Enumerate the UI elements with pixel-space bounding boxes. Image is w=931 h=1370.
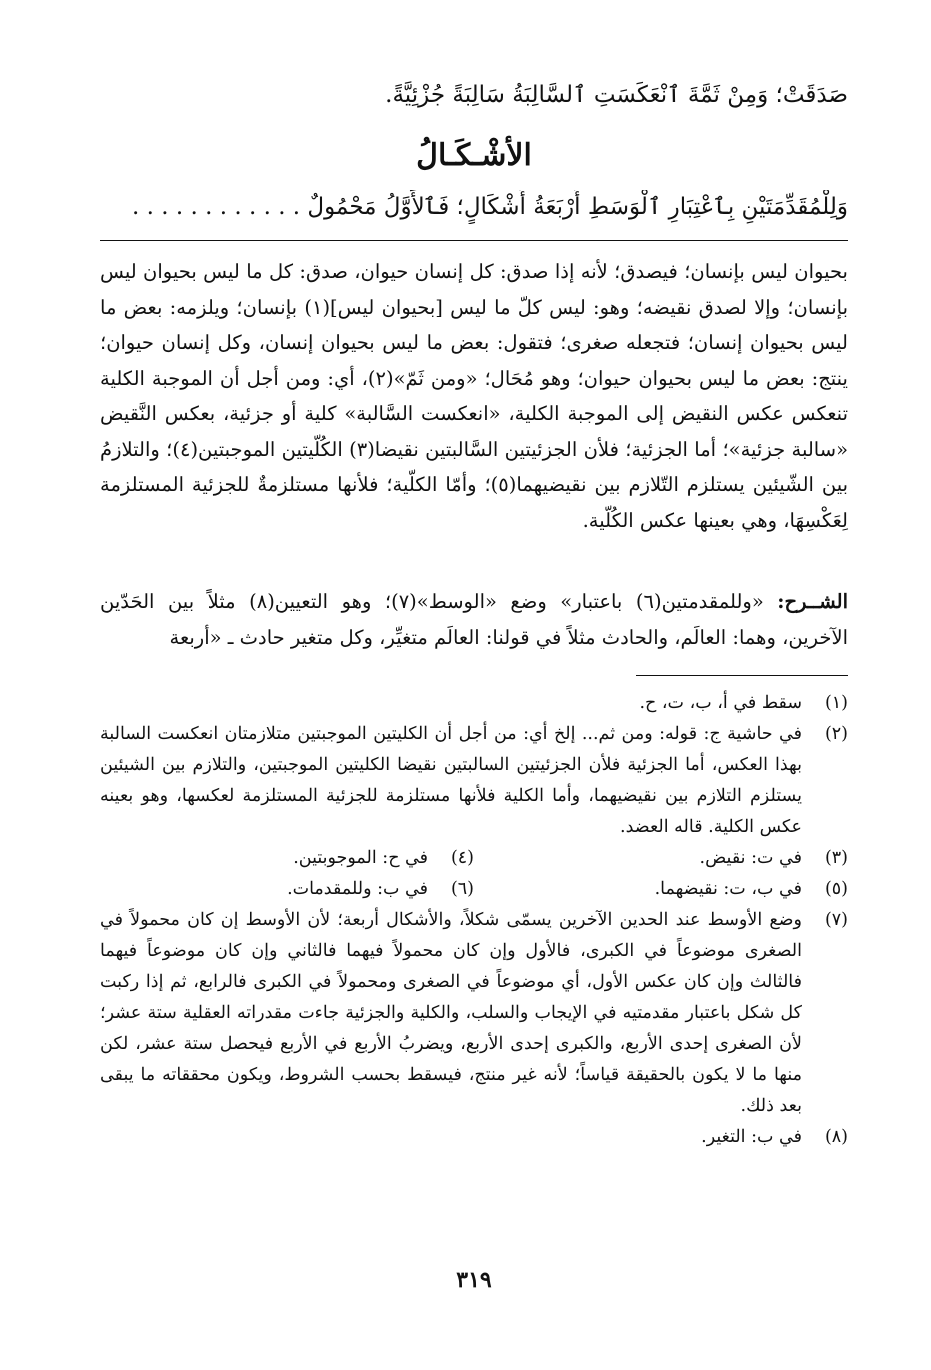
footnote-text: في ت: نقيض. bbox=[699, 848, 802, 868]
footnote-pair-3-4 bbox=[100, 843, 848, 874]
footnote-8 bbox=[100, 1122, 848, 1153]
footnote-number: (٣) bbox=[824, 848, 848, 868]
footnotes bbox=[100, 688, 848, 1153]
sharh-block bbox=[100, 584, 848, 655]
matn-separator-rule bbox=[100, 240, 848, 241]
commentary-paragraph: بحيوان ليس بإنسان؛ فيصدق؛ لأنه إذا صدق: كل إنسان حيوان، صدق: كل ما ليس بحيوان ليس بإنسان؛ وإلا لصدق نقيضه؛ وهو: ليس كلّ ما ليس [بحيوان ليس](١) بإنسان؛ ويلزمه: بعض ما ليس بحيوان إنسان؛ فتجعله صغرى؛ فتقول: بعض ما ليس بحيوان إنسان، وكل إنسان حيوان؛ ينتج: بعض ما ليس بحيوان حيوان؛ وهو مُحَال؛ «ومن ثَمّ»(٢)، أي: ومن أجل أن الموجبة الكلية تنعكس عكس النقيض إلى الموجبة الكلية، «انعكست السَّالبة» كلية أو جزئية، بعكس النَّقيض «سالبة جزئية»؛ أما الجزئية؛ فلأن الجزئيتين السَّالبتين نقيضا(٣) الكُلّيتين الموجبتين(٤)؛ والتلازمُ بين الشّيئين يستلزم التّلازم بين نقيضيهما(٥)؛ وأمّا الكلّية؛ فلأنها مستلزمةٌ للجزئية المستلزمة لِعَكْسِهَا، وهي بعينها عكس الكُلّية. bbox=[100, 260, 849, 532]
footnote-5 bbox=[474, 874, 848, 905]
footnote-text: في ب: التغير. bbox=[701, 1127, 802, 1147]
footnote-2 bbox=[100, 719, 848, 843]
commentary-block bbox=[100, 254, 848, 538]
footnote-number: (٤) bbox=[450, 848, 474, 868]
footnote-text: في ب، ت: نقيضهما. bbox=[654, 879, 802, 899]
footnote-text: سقط في أ، ب، ت، ح. bbox=[639, 693, 802, 713]
page-number: ٣١٩ bbox=[456, 1267, 492, 1293]
sharh-label: الشــرح: bbox=[777, 590, 848, 613]
footnote-pair-5-6 bbox=[100, 874, 848, 905]
section-heading: الأشْـكَـالُ bbox=[416, 138, 532, 173]
footnote-text: في ح: الموجوبتين. bbox=[293, 848, 428, 868]
footnote-number: (٦) bbox=[450, 879, 474, 899]
sharh-paragraph bbox=[100, 584, 848, 655]
footnote-text: في ب: وللمقدمات. bbox=[287, 879, 428, 899]
footnote-text: وضع الأوسط عند الحدين الآخرين يسمّى شكلاً، والأشكال أربعة؛ لأن الأوسط إن كان محمولاً في الصغرى موضوعاً في الكبرى، فالأول وإن كان محمولاً فيهما فالثاني وإن كان موضوعاً فيهما فالثالث وإن كان عكس الأول، أي موضوعاً في الصغرى ومحمولاً في الكبرى فالرابع، ثم إذا ركبت كل شكل باعتبار مقدمتيه في الإيجاب والسلب، والكلية والجزئية جاءت مقدراته العقلية ستة عشر؛ لأن الصغرى إحدى الأربع، والكبرى إحدى الأربع، ويضربُ الأربع في الأربع فيحصل ستة عشر، لكن منها ما لا يكون بالحقيقة قياساً؛ لأنه غير منتج، فيسقط بحسب الشروط، ويكون محققاته ما يبقى بعد ذلك. bbox=[100, 910, 802, 1116]
footnote-separator-rule bbox=[636, 675, 848, 676]
footnote-6 bbox=[100, 874, 474, 905]
footnote-number: (٥) bbox=[824, 879, 848, 899]
matn-line-after-heading: وَلِلْمُقَدِّمَتَيْنِ بِٱعْتِبَارِ ٱلْوَسَطِ أَرْبَعَةُ أَشْكَالٍ؛ فَٱلأَوَّلُ مَحْمُولٌ . . . . . . . . . . . . bbox=[131, 194, 848, 220]
footnote-1 bbox=[100, 688, 848, 719]
footnote-7 bbox=[100, 905, 848, 1122]
footnote-number: (٢) bbox=[824, 724, 848, 744]
footnote-number: (١) bbox=[824, 693, 848, 713]
footnote-number: (٨) bbox=[824, 1127, 848, 1147]
footnote-4 bbox=[100, 843, 474, 874]
footnote-text: في حاشية ج: قوله: ومن ثم... إلخ أي: من أجل أن الكليتين الموجبتين متلازمتان انعكست السالبة بهذا العكس، أما الجزئية فلأن الجزئيتين السالبتين نقيضا الكليتين الموجبتين، والتلازم بين الشيئين يستلزم التلازم بين نقيضيهما، وأما الكلية فلأنها مستلزمة للجزئية المستلزمة لعكسها، وهو بعينه عكس الكلية. قاله العضد. bbox=[100, 724, 802, 837]
footnote-number: (٧) bbox=[824, 910, 848, 930]
footnote-3 bbox=[474, 843, 848, 874]
matn-line-top: صَدَقَتْ؛ وَمِنْ ثَمَّةَ ٱنْعَكَسَتِ ٱلسَّالِبَةُ سَالِبَةً جُزْئِيَّةً. bbox=[385, 82, 848, 108]
sharh-text: «وللمقدمتين(٦) باعتبار» وضع «الوسط»(٧)؛ وهو التعيين(٨) مثلاً بين الحَدّين الآخرين، وهما: العالَم، والحادث مثلاً في قولنا: العالَم متغيِّر، وكل متغير حادث ـ «أربعة bbox=[100, 590, 848, 649]
